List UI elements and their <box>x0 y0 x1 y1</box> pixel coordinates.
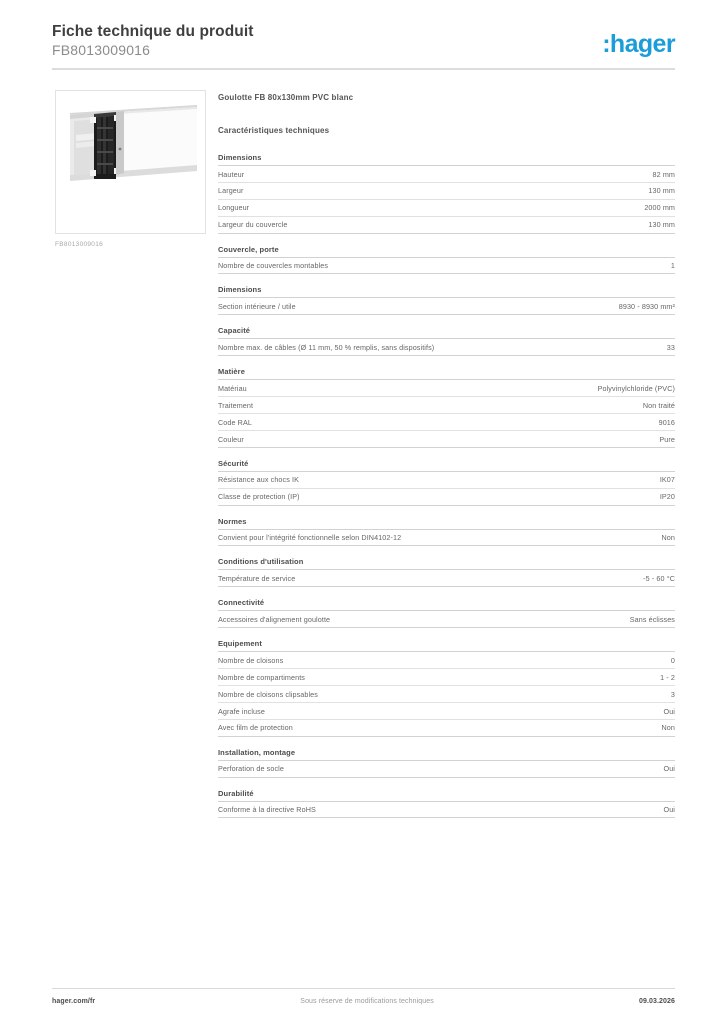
product-reference: FB8013009016 <box>52 42 151 58</box>
hager-logo: :hager <box>602 30 675 58</box>
spec-value: 9016 <box>658 417 675 427</box>
spec-group <box>218 517 675 547</box>
spec-value: 1 - 2 <box>660 672 675 682</box>
spec-row <box>218 380 675 397</box>
spec-value: 3 <box>670 689 675 699</box>
spec-group <box>218 153 675 234</box>
specifications-area <box>218 93 675 829</box>
specifications-heading: Caractéristiques techniques <box>218 126 330 135</box>
spec-label: Nombre de compartiments <box>218 672 305 682</box>
spec-group <box>218 459 675 506</box>
spec-row <box>218 530 675 547</box>
spec-value: -5 - 60 °C <box>643 574 675 584</box>
spec-label: Section intérieure / utile <box>218 302 296 312</box>
spec-group-title: Normes <box>218 517 675 530</box>
spec-row <box>218 217 675 234</box>
spec-group-title: Durabilité <box>218 789 675 802</box>
spec-value: 82 mm <box>652 169 675 179</box>
spec-group <box>218 326 675 356</box>
spec-row <box>218 669 675 686</box>
page-footer <box>52 998 675 1005</box>
spec-group-title: Capacité <box>218 326 675 339</box>
spec-group-title: Dimensions <box>218 153 675 166</box>
spec-value: Sans éclisses <box>629 614 675 624</box>
spec-row <box>218 472 675 489</box>
spec-label: Résistance aux chocs IK <box>218 475 300 485</box>
spec-row <box>218 200 675 217</box>
specification-groups <box>218 153 675 818</box>
spec-group-title: Matière <box>218 367 675 380</box>
spec-value: 130 mm <box>648 186 675 196</box>
page-title: Fiche technique du produit <box>52 23 254 40</box>
spec-row <box>218 431 675 448</box>
spec-row <box>218 802 675 819</box>
spec-label: Hauteur <box>218 169 245 179</box>
spec-row <box>218 414 675 431</box>
product-figure <box>55 90 206 248</box>
spec-value: Pure <box>659 434 675 444</box>
product-image-frame <box>55 90 206 234</box>
spec-group-title: Connectivité <box>218 598 675 611</box>
spec-value: Non <box>661 723 675 733</box>
spec-group-title: Couvercle, porte <box>218 245 675 258</box>
footer-divider <box>52 988 675 989</box>
spec-row <box>218 703 675 720</box>
spec-value: 2000 mm <box>644 203 675 213</box>
spec-value: 8930 - 8930 mm² <box>618 302 675 312</box>
spec-value: Polyvinylchloride (PVC) <box>597 383 675 393</box>
spec-row <box>218 652 675 669</box>
spec-value: 1 <box>670 261 675 271</box>
spec-value: 33 <box>666 342 675 352</box>
spec-label: Longueur <box>218 203 250 213</box>
spec-row <box>218 489 675 506</box>
spec-row <box>218 397 675 414</box>
spec-label: Température de service <box>218 574 296 584</box>
spec-value: Oui <box>663 805 675 815</box>
spec-label: Nombre de cloisons clipsables <box>218 689 318 699</box>
spec-label: Convient pour l'intégrité fonctionnelle selon DIN4102-12 <box>218 533 402 543</box>
spec-label: Conforme à la directive RoHS <box>218 805 316 815</box>
spec-value: Oui <box>663 706 675 716</box>
spec-group-title: Installation, montage <box>218 748 675 761</box>
spec-label: Nombre de cloisons <box>218 655 284 665</box>
header-divider <box>52 68 675 70</box>
spec-label: Traitement <box>218 400 254 410</box>
spec-value: IP20 <box>659 492 675 502</box>
spec-group-title: Equipement <box>218 639 675 652</box>
spec-value: Non <box>661 533 675 543</box>
product-image-caption: FB8013009016 <box>55 241 104 248</box>
footer-website[interactable]: hager.com/fr <box>52 998 96 1005</box>
spec-group <box>218 367 675 448</box>
page-header <box>52 22 675 68</box>
spec-label: Accessoires d'alignement goulotte <box>218 614 331 624</box>
spec-label: Classe de protection (IP) <box>218 492 300 502</box>
spec-label: Largeur <box>218 186 244 196</box>
spec-group-title: Sécurité <box>218 459 675 472</box>
spec-row <box>218 339 675 356</box>
spec-label: Nombre max. de câbles (Ø 11 mm, 50 % remplis, sans dispositifs) <box>218 342 435 352</box>
footer-disclaimer: Sous réserve de modifications techniques <box>300 998 434 1005</box>
spec-label: Matériau <box>218 383 247 393</box>
spec-row <box>218 686 675 703</box>
spec-group <box>218 789 675 819</box>
spec-label: Avec film de protection <box>218 723 293 733</box>
spec-label: Perforation de socle <box>218 764 284 774</box>
product-name: Goulotte FB 80x130mm PVC blanc <box>218 93 354 102</box>
spec-row <box>218 611 675 628</box>
spec-group <box>218 748 675 778</box>
spec-row <box>218 258 675 275</box>
spec-value: Non traité <box>642 400 675 410</box>
spec-row <box>218 761 675 778</box>
spec-label: Nombre de couvercles montables <box>218 261 329 271</box>
spec-value: IK07 <box>659 475 675 485</box>
spec-group <box>218 285 675 315</box>
spec-label: Largeur du couvercle <box>218 220 288 230</box>
footer-date: 09.03.2026 <box>638 998 675 1005</box>
spec-group <box>218 639 675 736</box>
product-photo-trunking <box>56 91 205 233</box>
spec-group-title: Dimensions <box>218 285 675 298</box>
spec-row <box>218 166 675 183</box>
spec-group-title: Conditions d'utilisation <box>218 557 675 570</box>
spec-value: Oui <box>663 764 675 774</box>
spec-value: 130 mm <box>648 220 675 230</box>
spec-label: Code RAL <box>218 417 252 427</box>
spec-group <box>218 598 675 628</box>
spec-row <box>218 570 675 587</box>
spec-value: 0 <box>670 655 675 665</box>
spec-group <box>218 557 675 587</box>
spec-group <box>218 245 675 275</box>
spec-row <box>218 298 675 315</box>
spec-label: Couleur <box>218 434 244 444</box>
spec-row <box>218 183 675 200</box>
spec-label: Agrafe incluse <box>218 706 265 716</box>
spec-row <box>218 720 675 737</box>
